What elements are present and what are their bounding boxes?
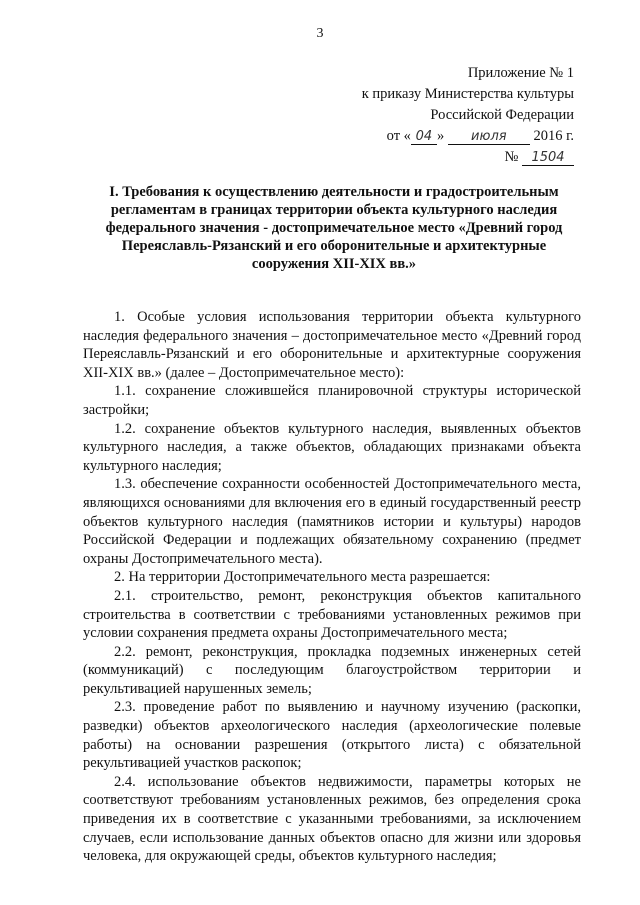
date-prefix: от «: [386, 128, 411, 144]
date-month: июля: [448, 129, 530, 145]
date-mid: »: [436, 128, 445, 144]
annex-date-line: [362, 126, 574, 147]
paragraph-2: 2. На территории Достопримечательного места разрешается:: [114, 569, 491, 586]
paragraph-2-4: 2.4. использование объектов недвижимости, параметры которых не соответствуют требованиям установленных режимов, без определения срока приведения их в соответствие с указанными требованиями, за исключением случаев, если использование данных объектов опасно для жизни или здоровья человека, для окружающей среды, объектов культурного наследия;: [83, 773, 581, 865]
annex-block: [362, 63, 574, 168]
section-heading: I. Требования к осуществлению деятельности и градостроительным регламентам в границах территории объекта культурного наследия федерального значения - достопримечательное место «Древний город Переяславль-Рязанский и его оборонительные и архитектурные сооружения XII-XIX вв.»: [105, 184, 563, 272]
order-number: 1504: [522, 150, 574, 166]
annex-order-line: к приказу Министерства культуры: [361, 86, 574, 102]
annex-ministry-line: Российской Федерации: [430, 107, 574, 123]
paragraph-1-1: 1.1. сохранение сложившейся планировочной структуры исторической застройки;: [83, 383, 581, 418]
document-body: [83, 308, 581, 866]
date-year: 2016 г.: [533, 128, 574, 144]
annex-number-line: [362, 147, 574, 168]
page-number: 3: [316, 26, 324, 41]
number-prefix: №: [504, 149, 519, 165]
paragraph-2-2: 2.2. ремонт, реконструкция, прокладка подземных инженерных сетей (коммуникаций) с последующим благоустройством территории и рекультивацией нарушенных земель;: [83, 643, 581, 697]
annex-title: Приложение № 1: [467, 65, 574, 81]
paragraph-1: 1. Особые условия использования территории объекта культурного наследия федерального значения – достопримечательное место «Древний город Переяславль-Рязанский и его оборонительные и архитектурные сооружения XII-XIX вв.» (далее – Достопримечательное место):: [83, 309, 581, 381]
paragraph-1-2: 1.2. сохранение объектов культурного наследия, выявленных объектов культурного наследия, а также объектов, обладающих признаками объекта культурного наследия;: [83, 420, 581, 474]
date-day: 04: [411, 129, 437, 145]
paragraph-2-1: 2.1. строительство, ремонт, реконструкция объектов капитального строительства в соответствии с требованиями установленных режимов при условии сохранения предмета охраны Достопримечательного места;: [83, 587, 581, 642]
paragraph-2-3: 2.3. проведение работ по выявлению и научному изучению (раскопки, разведки) объектов археологического наследия (археологические полевые работы) на основании разрешения (открытого листа) с обязательной рекультивацией участков раскопок;: [83, 699, 581, 772]
paragraph-1-3: 1.3. обеспечение сохранности особенностей Достопримечательного места, являющихся основаниями для включения его в единый государственный реестр объектов культурного наследия (памятников истории и культуры) народов Российской Федерации и подлежащих обязательному сохранению (предмет охраны Достопримечательного места).: [83, 476, 581, 567]
